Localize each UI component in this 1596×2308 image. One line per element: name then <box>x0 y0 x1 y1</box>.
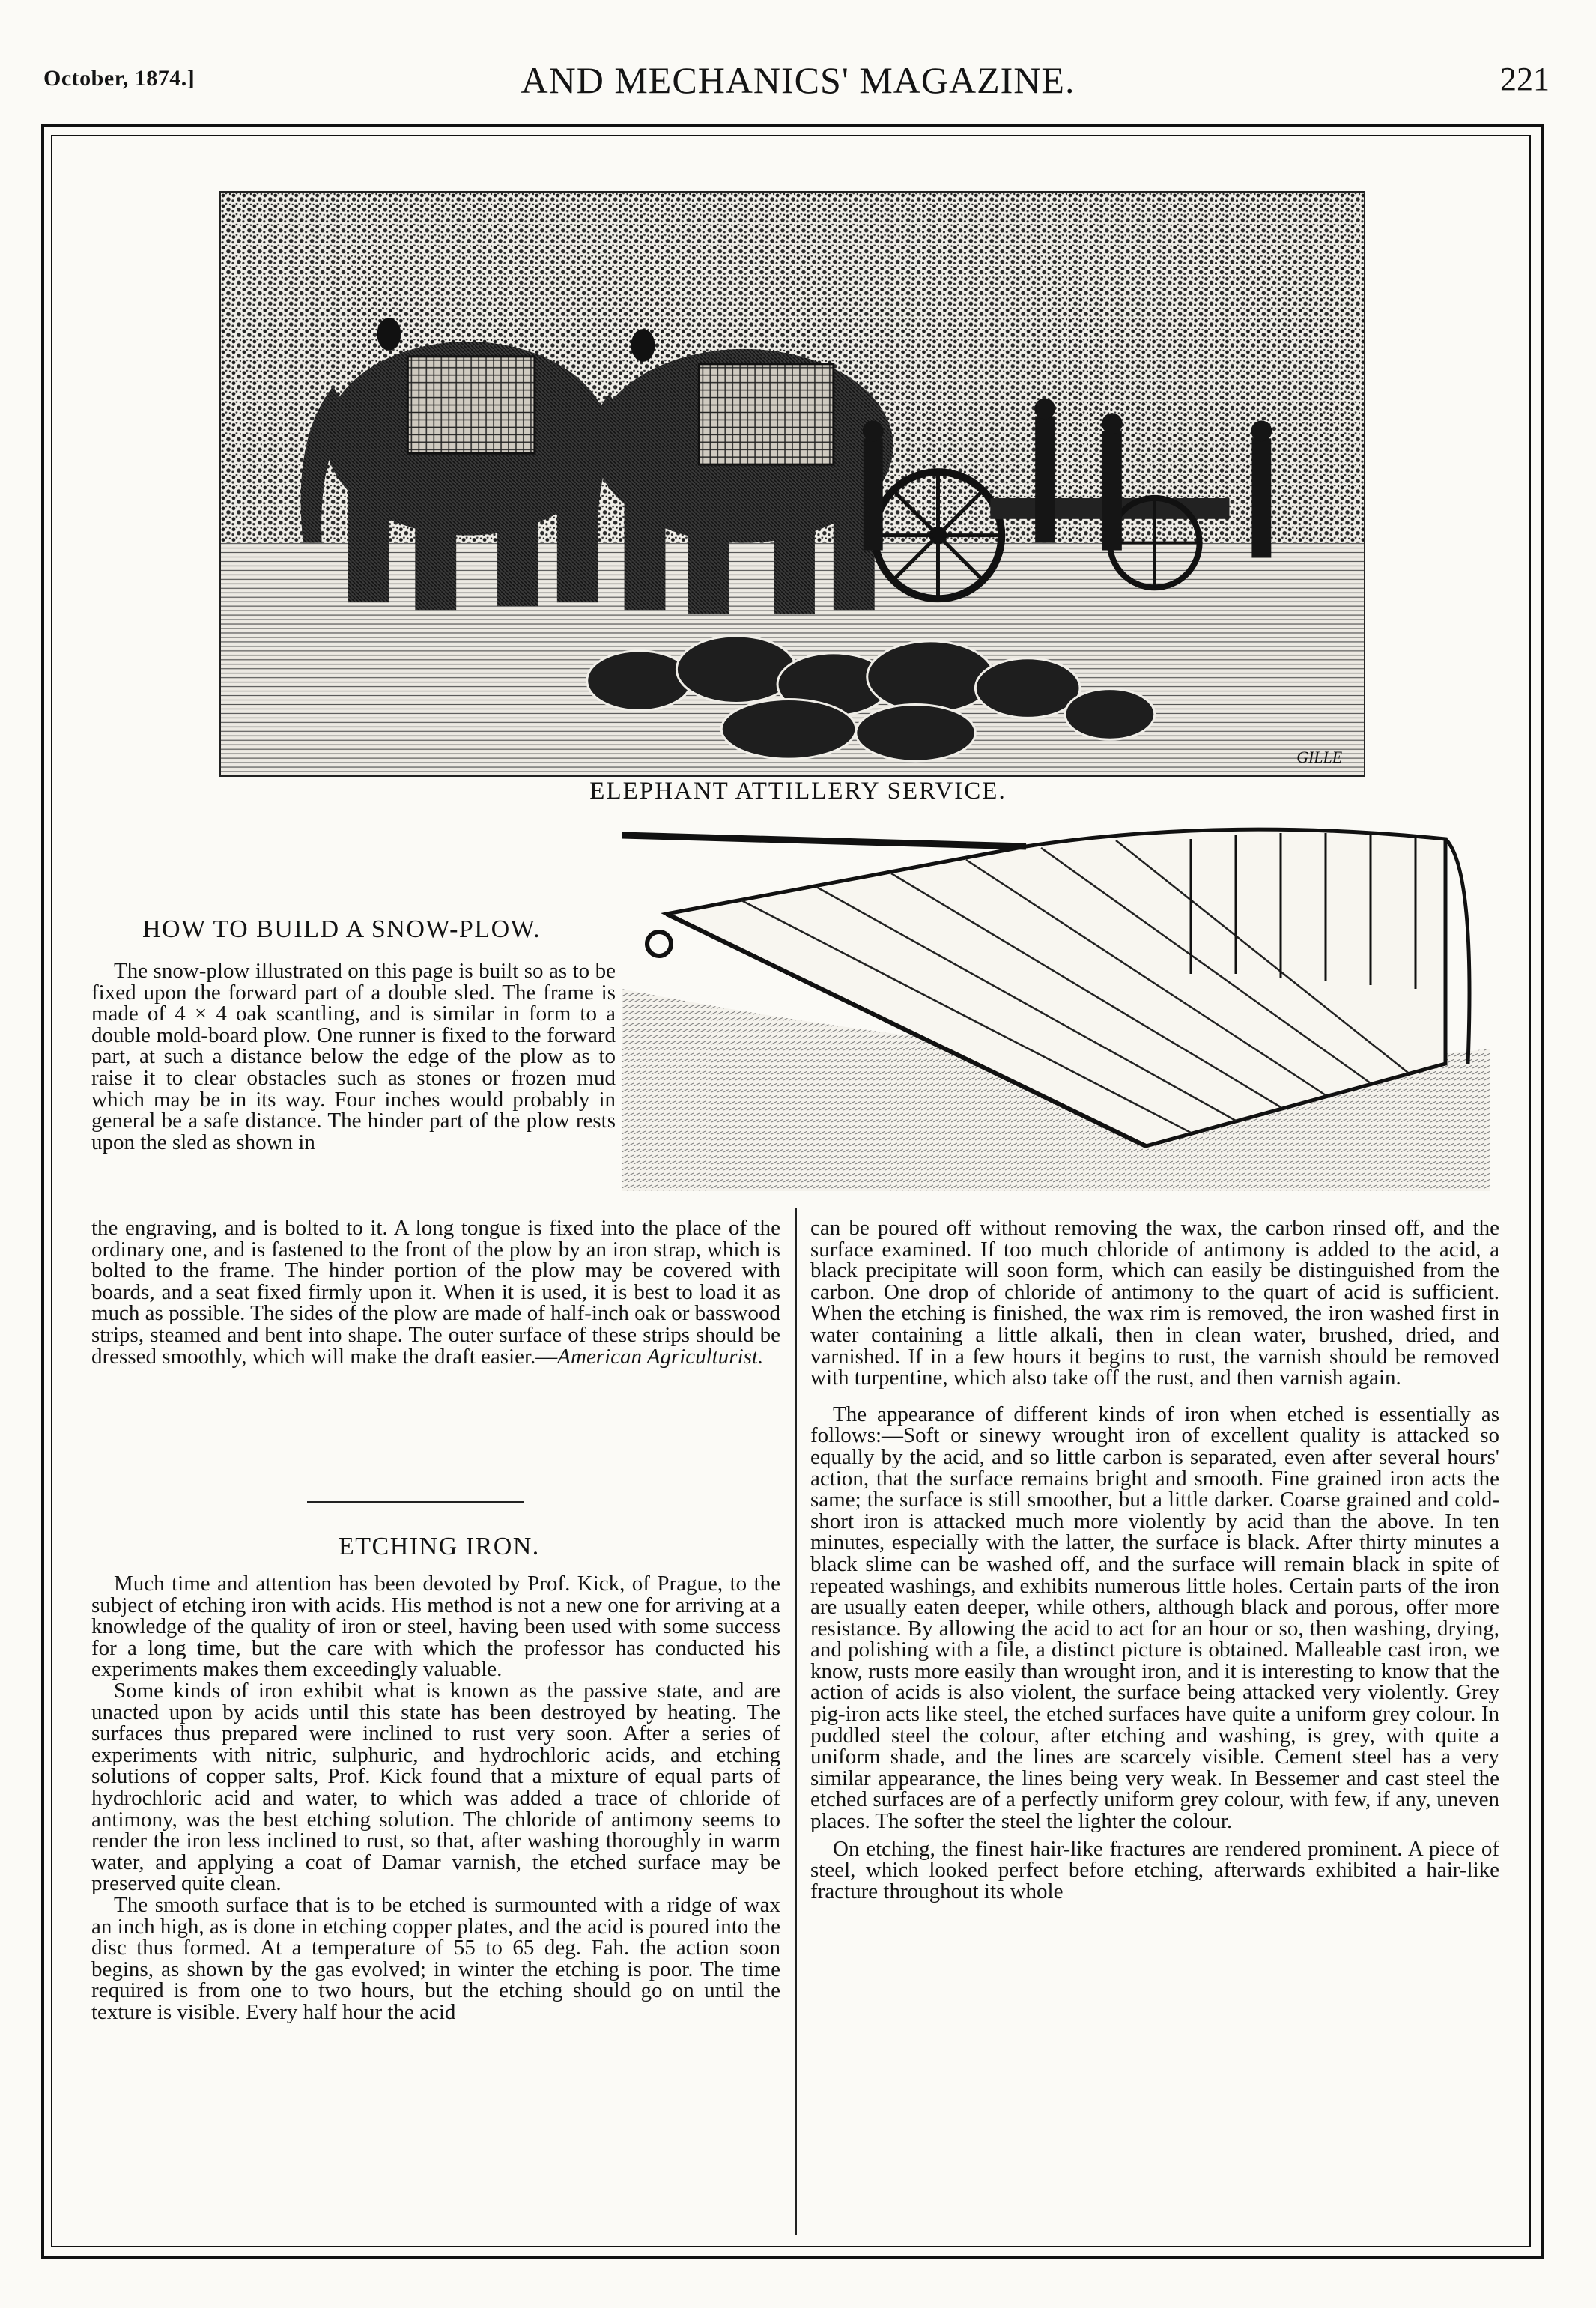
engraver-signature: GILLE <box>1296 748 1343 767</box>
snow-plow-paragraph: The snow-plow illustrated on this page is built so as to be fixed upon the forward part of a double sled. The frame is made of 4 × 4 oak scantling, and is similar in form to a double mold-board plow. One runner is fixed to the forward part, at such a distance below the edge of the plow as to raise it to clear obstacles such as stones or frozen mud which may be in its way. Four inches would probably in general be a safe distance. The hinder part of the plow rests upon the sled as shown in <box>91 959 616 1154</box>
page-header <box>0 0 1596 112</box>
etching-paragraph-1: Much time and attention has been devoted by Prof. Kick, of Prague, to the subject of etching iron with acids. His method is not a new one for arriving at a knowledge of the quality of iron or steel, having been used with some success for a long time, but the care with which the professor has conducted his experiments makes them exceedingly valuable. <box>91 1572 780 1682</box>
snow-plow-illustration <box>622 824 1490 1191</box>
magazine-title: AND MECHANICS' MAGAZINE. <box>521 59 1075 101</box>
snow-plow-text-upper <box>91 960 616 1153</box>
snow-plow-continued: the engraving, and is bolted to it. A long tongue is fixed into the place of the ordinary one, and is fastened to the front of the plow by an iron strap, which is bolted to the frame. The hinder portion of the plow may be covered with boards, and a seat fixed firmly upon it. When it is used, it is best to load it as much as possible. The sides of the plow are made of half-inch oak or basswood strips, steamed and bent into shape. The outer surface of these strips should be dressed smoothly, which will make the draft easier.— <box>91 1216 780 1369</box>
column-divider <box>795 1208 797 2235</box>
etching-right-paragraph-2: The appearance of different kinds of iron when etched is essentially as follows:—Soft or sinewy wrought iron of excellent quality is attacked so equally by the acid, and so little carbon is separated, even after several hours' action, that the surface remains bright and smooth. Fine grained iron acts the same; the surface is still smoother, but a little darker. Coarse grained and cold-short iron is attacked much more violently by acid than the above. In ten minutes, especially with the latter, the surface is black. After thirty minutes a black slime can be washed off, and the surface will remain black in spite of repeated washings, and exhibits numerous little holes. Certain parts of the iron are usually eaten deeper, while others, although black and porous, offer more resistance. By allowing the acid to act for an hour or so, then washing, drying, and polishing with a file, a distinct picture is obtained. Malleable cast iron, we know, rusts more easily than wrought iron, and it is interesting to know that the action of acids is also violent, the surface being attacked very violently. Grey pig-iron acts like steel, the etched surfaces have quite a uniform grey colour. In puddled steel the colour, after etching and washing, is grey, with quite a uniform shade, and the lines are scarcely visible. Cement steel has a very similar appearance, the lines being very weak. In Bessemer and cast steel the etched surfaces are of a perfectly uniform grey colour, with few, if any, uneven places. The softer the steel the lighter the colour. <box>810 1402 1499 1834</box>
etching-paragraph-3: The smooth surface that is to be etched is surmounted with a ridge of wax an inch high, as is done in etching copper plates, and the acid is poured into the disc thus formed. At a temperature of 55 to 65 deg. Fah. the action soon begins, as shown by the gas evolved; in winter the etching is poor. The time required is from one to two hours, but the etching should go on until the texture is visible. Every half hour the acid <box>91 1892 780 2024</box>
page-number: 221 <box>1500 61 1550 97</box>
etching-right-column <box>810 1217 1499 1902</box>
snow-plow-heading: HOW TO BUILD A SNOW-PLOW. <box>142 915 541 943</box>
issue-date: October, 1874.] <box>43 66 195 91</box>
snow-plow-paragraph-cont <box>91 1217 780 1367</box>
etching-paragraph-2: Some kinds of iron exhibit what is known as the passive state, and are unacted upon by acids until this state has been destroyed by heating. The surfaces thus prepared were inclined to rust very soon. After a series of experiments with nitric, sulphuric, and hydrochloric acids, and etching solutions of copper salts, Prof. Kick found that a mixture of equal parts of hydrochloric acid and water, to which was added a trace of chloride of antimony, was the best etching solution. The chloride of antimony seems to render the iron less inclined to rust, so that, after washing thoroughly in warm water, and applying a coat of Damar varnish, the etched surface may be preserved quite clean. <box>91 1678 780 1896</box>
elephant-artillery-engraving <box>219 191 1365 777</box>
etching-right-paragraph-3: On etching, the finest hair-like fractures are rendered prominent. A piece of steel, which looked perfect before etching, afterwards exhibited a hair-like fracture throughout its whole <box>810 1836 1499 1903</box>
snow-plow-source: American Agriculturist. <box>557 1344 764 1369</box>
etching-heading: ETCHING IRON. <box>339 1533 540 1560</box>
elephant-caption: ELEPHANT ATTILLERY SERVICE. <box>589 778 1007 805</box>
snow-plow-text-lower <box>91 1217 780 1367</box>
etching-left-column <box>91 1573 780 2023</box>
section-rule <box>307 1501 524 1503</box>
etching-right-paragraph-1: can be poured off without removing the wax, the carbon rinsed off, and the surface examined. If too much chloride of antimony is added to the acid, a black precipitate will soon form, which can easily be distinguished from the carbon. One drop of chloride of antimony to the quart of acid is sufficient. When the etching is finished, the wax rim is removed, the iron washed first in water containing a little alkali, then in clean water, brushed, dried, and varnished. If in a few hours it begins to rust, the varnish should be removed with turpentine, which also take off the rust, and then varnish again. <box>810 1216 1499 1390</box>
